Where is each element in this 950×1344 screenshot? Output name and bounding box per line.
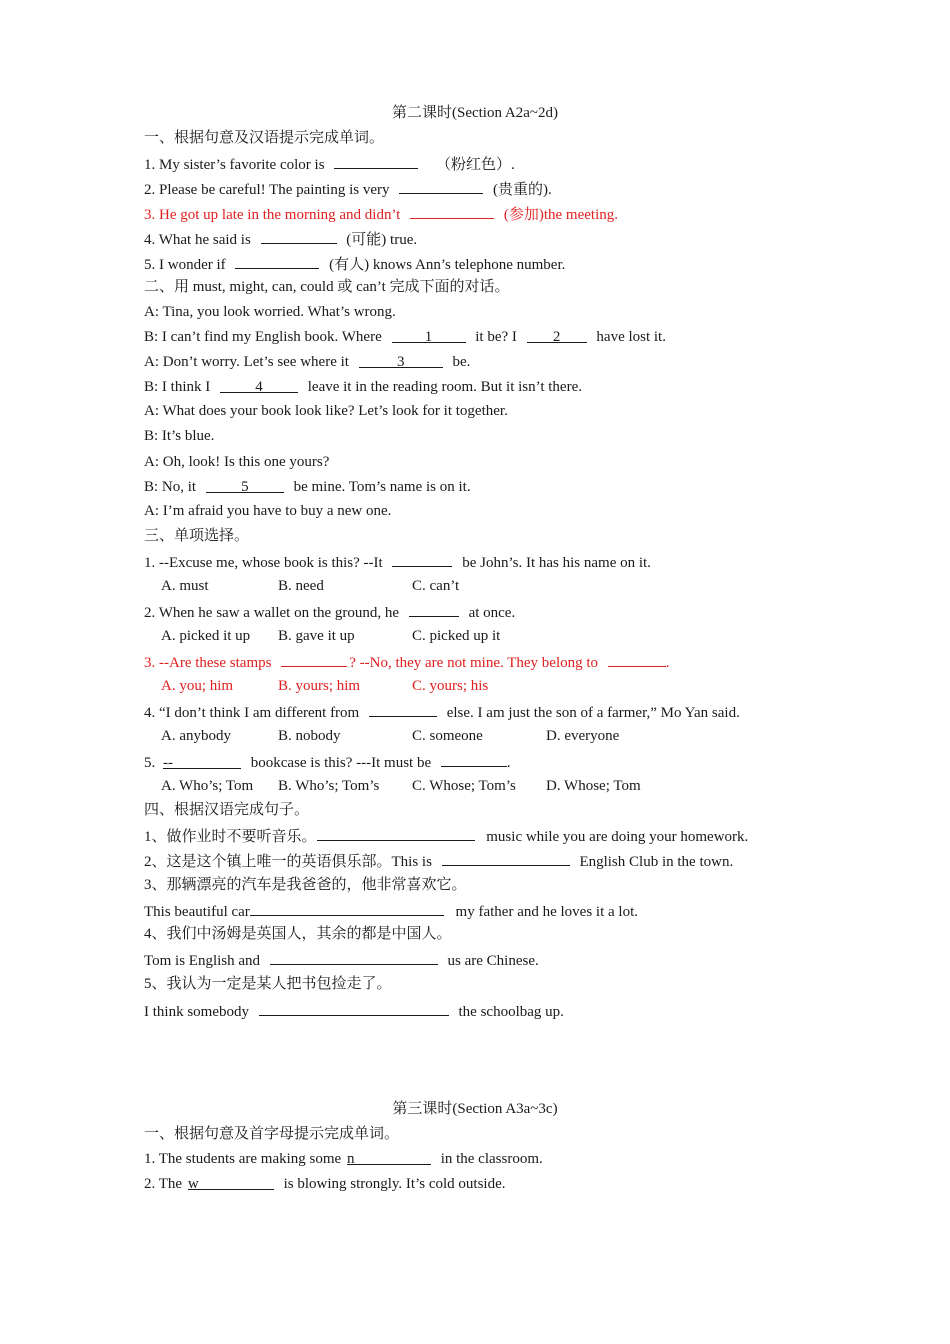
option-b[interactable]: B. Who’s; Tom’s xyxy=(278,778,380,794)
option-a[interactable]: A. anybody xyxy=(161,728,231,744)
mc-question-5: 5. -- bookcase is this? ---It must be . xyxy=(144,752,511,772)
translate-question-3: This beautiful car my father and he loves it a lot. xyxy=(144,901,638,921)
dialogue-line: B: No, it 5 be mine. Tom’s name is on it. xyxy=(144,479,471,495)
numbered-blank-3[interactable]: 3 xyxy=(359,353,443,368)
l3-question-2: 2. The w is blowing strongly. It’s cold outside. xyxy=(144,1176,506,1192)
translate-question-3-cn: 3、那辆漂亮的汽车是我爸爸的，他非常喜欢它。 xyxy=(144,877,467,893)
numbered-blank-2[interactable]: 2 xyxy=(527,328,587,343)
mc-question-1: 1. --Excuse me, whose book is this? --It be John’s. It has his name on it. xyxy=(144,552,651,572)
p1-question-3: 3. He got up late in the morning and didn’t (参加)the meeting. xyxy=(144,204,618,224)
mc-question-2: 2. When he saw a wallet on the ground, he at once. xyxy=(144,602,515,622)
answer-blank[interactable] xyxy=(281,652,347,667)
lesson3-part1-heading: 一、根据句意及首字母提示完成单词。 xyxy=(144,1126,400,1142)
answer-blank[interactable] xyxy=(409,602,459,617)
answer-blank[interactable] xyxy=(441,752,507,767)
answer-blank[interactable] xyxy=(317,826,475,841)
p1-question-1: 1. My sister’s favorite color is （粉红色）. xyxy=(144,154,515,174)
answer-blank[interactable]: n xyxy=(347,1150,431,1165)
dialogue-line: A: I’m afraid you have to buy a new one. xyxy=(144,503,392,519)
answer-blank[interactable]: -- xyxy=(163,754,241,769)
numbered-blank-4[interactable]: 4 xyxy=(220,378,298,393)
answer-blank[interactable] xyxy=(399,179,483,194)
option-c[interactable]: C. picked up it xyxy=(412,628,501,644)
p1-question-5: 5. I wonder if (有人) knows Ann’s telephone number. xyxy=(144,254,565,274)
answer-blank[interactable] xyxy=(410,204,494,219)
option-b[interactable]: B. yours; him xyxy=(278,678,361,694)
l3-question-1: 1. The students are making some n in the classroom. xyxy=(144,1151,543,1167)
option-a[interactable]: A. must xyxy=(161,578,209,594)
option-c[interactable]: C. yours; his xyxy=(412,678,489,694)
answer-blank[interactable] xyxy=(259,1001,449,1016)
answer-blank[interactable] xyxy=(392,552,452,567)
translate-question-2: 2、这是这个镇上唯一的英语俱乐部。This is English Club in the town. xyxy=(144,851,733,871)
option-a[interactable]: A. picked it up xyxy=(161,628,251,644)
option-c[interactable]: C. can’t xyxy=(412,578,460,594)
answer-blank[interactable] xyxy=(270,950,438,965)
option-d[interactable]: D. Whose; Tom xyxy=(546,778,641,794)
p1-question-2: 2. Please be careful! The painting is very (贵重的). xyxy=(144,179,552,199)
option-b[interactable]: B. need xyxy=(278,578,324,594)
lesson2-title: 第二课时(Section A2a~2d) xyxy=(391,105,558,121)
dialogue-line: A: Oh, look! Is this one yours? xyxy=(144,454,330,470)
dialogue-line: B: It’s blue. xyxy=(144,428,215,444)
dialogue-line: A: Don’t worry. Let’s see where it 3 be. xyxy=(144,354,471,370)
mc-question-4: 4. “I don’t think I am different from else. I am just the son of a farmer,” Mo Yan said. xyxy=(144,702,740,722)
answer-blank[interactable] xyxy=(250,901,444,916)
mc-question-3: 3. --Are these stamps ? --No, they are not mine. They belong to . xyxy=(144,652,670,672)
answer-blank[interactable] xyxy=(608,652,666,667)
answer-blank[interactable] xyxy=(334,154,418,169)
option-b[interactable]: B. nobody xyxy=(278,728,341,744)
part4-heading: 四、根据汉语完成句子。 xyxy=(144,802,310,818)
option-a[interactable]: A. you; him xyxy=(161,678,234,694)
answer-blank[interactable] xyxy=(261,229,337,244)
dialogue-line: A: What does your book look like? Let’s look for it together. xyxy=(144,403,508,419)
translate-question-4-cn: 4、我们中汤姆是英国人，其余的都是中国人。 xyxy=(144,926,452,942)
numbered-blank-5[interactable]: 5 xyxy=(206,478,284,493)
translate-question-1: 1、做作业时不要听音乐。 music while you are doing your homework. xyxy=(144,826,748,846)
option-b[interactable]: B. gave it up xyxy=(278,628,355,644)
translate-question-5: I think somebody the schoolbag up. xyxy=(144,1001,564,1021)
dialogue-line: A: Tina, you look worried. What’s wrong. xyxy=(144,304,396,320)
part1-heading: 一、根据句意及汉语提示完成单词。 xyxy=(144,130,385,146)
option-c[interactable]: C. someone xyxy=(412,728,483,744)
p1-question-4: 4. What he said is (可能) true. xyxy=(144,229,417,249)
numbered-blank-1[interactable]: 1 xyxy=(392,328,466,343)
answer-blank[interactable] xyxy=(369,702,437,717)
answer-blank[interactable] xyxy=(235,254,319,269)
translate-question-4: Tom is English and us are Chinese. xyxy=(144,950,539,970)
part3-heading: 三、单项选择。 xyxy=(144,528,250,544)
dialogue-line: B: I think I 4 leave it in the reading room. But it isn’t there. xyxy=(144,379,582,395)
dialogue-line: B: I can’t find my English book. Where 1 it be? I 2 have lost it. xyxy=(144,329,666,345)
answer-blank[interactable]: w xyxy=(188,1175,274,1190)
translate-question-5-cn: 5、我认为一定是某人把书包捡走了。 xyxy=(144,976,392,992)
answer-blank[interactable] xyxy=(442,851,570,866)
part2-heading: 二、用 must, might, can, could 或 can’t 完成下面的对话。 xyxy=(144,279,510,295)
option-c[interactable]: C. Whose; Tom’s xyxy=(412,778,516,794)
option-d[interactable]: D. everyone xyxy=(546,728,620,744)
option-a[interactable]: A. Who’s; Tom xyxy=(161,778,254,794)
lesson3-title: 第三课时(Section A3a~3c) xyxy=(392,1101,558,1117)
